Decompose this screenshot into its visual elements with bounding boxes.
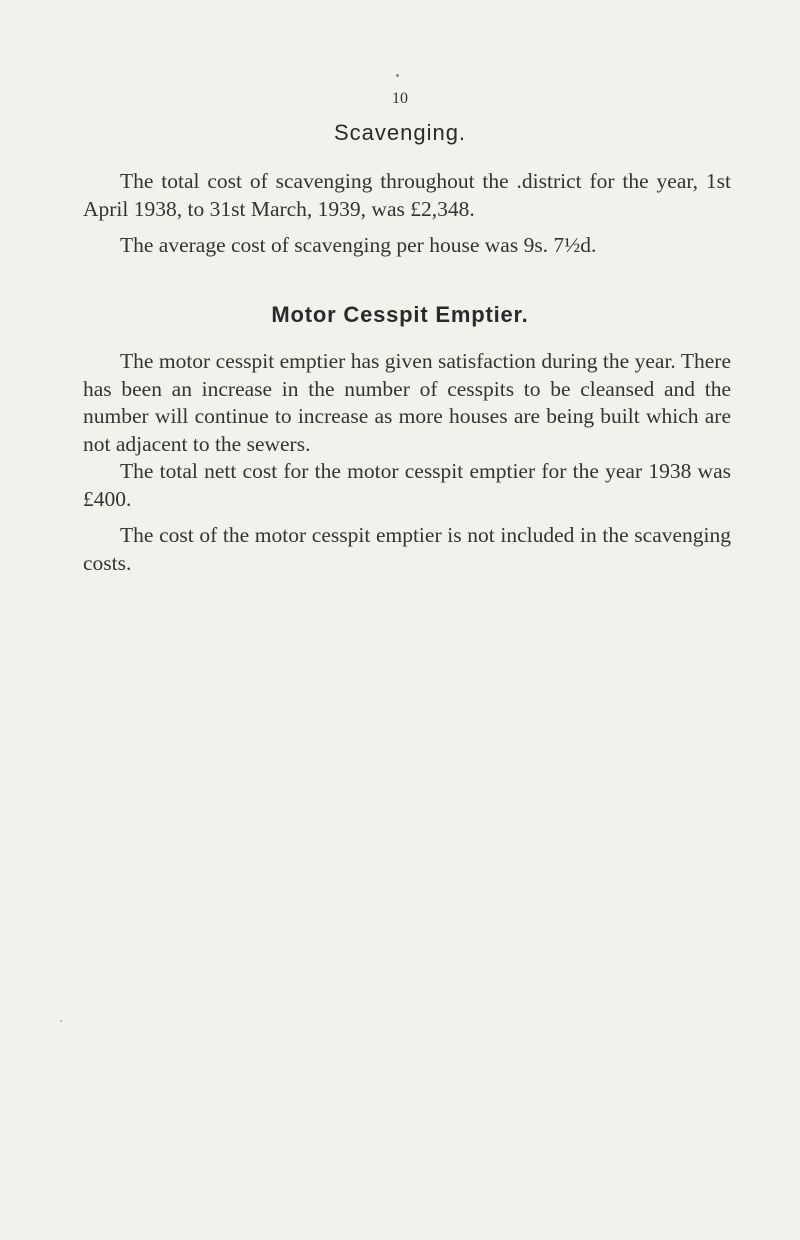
section-heading-scavenging: Scavenging.: [333, 120, 467, 145]
paragraph-cesspit-satisfaction: The motor cesspit emptier has given satisfaction during the year. There has been an increase in the number of cesspits to be cleansed and the number will continue to increase as more houses are being built which are not adjacent to the sewers.: [83, 349, 731, 456]
paragraph-scavenging-total-cost: The total cost of scavenging throughout the .district for the year, 1st April 1938, to 31st March, 1939, was £2,348.: [83, 169, 731, 221]
ink-speck: [60, 1020, 62, 1022]
paragraph-cesspit-exclusion: The cost of the motor cesspit emptier is not included in the scavenging costs.: [83, 523, 731, 575]
section-heading-motor-cesspit-emptier: Motor Cesspit Emptier.: [271, 302, 529, 327]
page-number: 10: [392, 90, 408, 107]
paragraph-cesspit-nett-cost: The total nett cost for the motor cesspit emptier for the year 1938 was £400.: [83, 459, 731, 511]
ink-speck: [396, 74, 399, 77]
paragraph-scavenging-average-cost: The average cost of scavenging per house was 9s. 7½d.: [120, 233, 597, 257]
